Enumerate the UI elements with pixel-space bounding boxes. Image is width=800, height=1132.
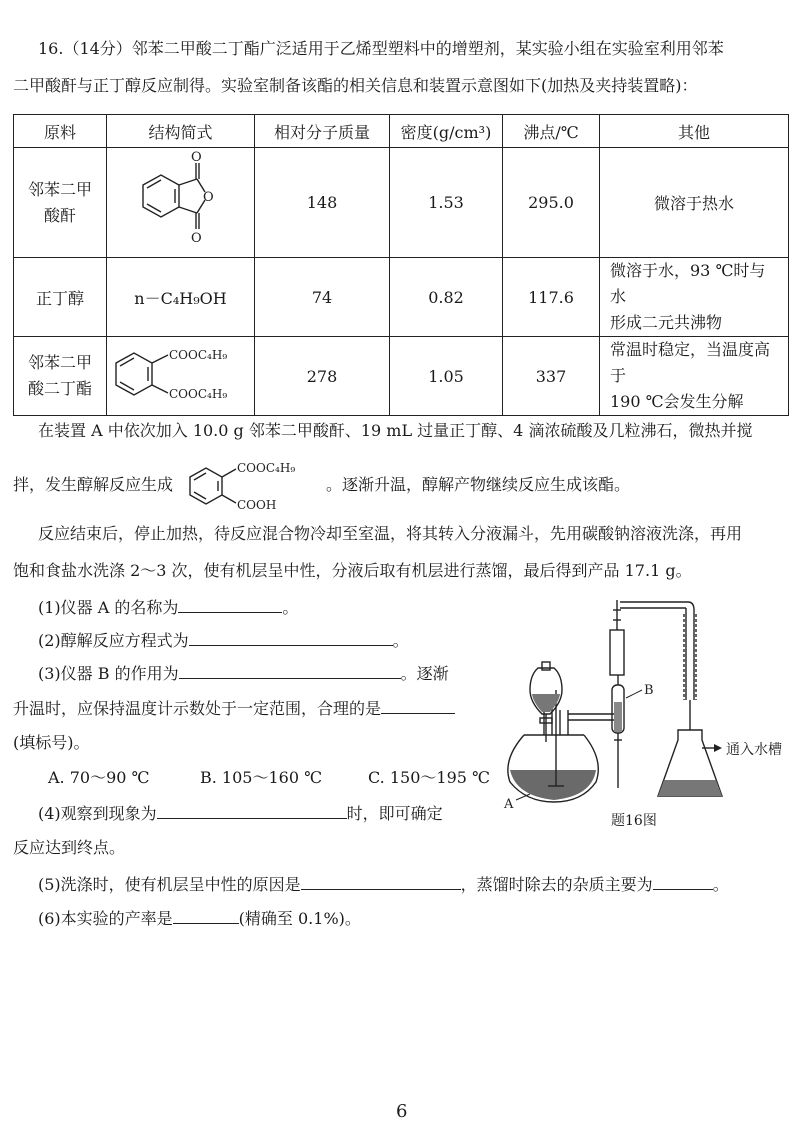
other-line: 形成二元共沸物 [610, 313, 723, 332]
table-header: 相对分子质量 [255, 115, 390, 148]
table-cell-name [14, 148, 107, 258]
figure-caption: 题16图 [611, 813, 657, 829]
q2-answer-blank[interactable] [189, 629, 393, 646]
q5-text: (5)洗涤时，使有机层呈中性的原因是 [38, 875, 301, 894]
table-cell: 278 [255, 337, 390, 416]
phthalic-anhydride-structure [111, 149, 251, 253]
table-cell-structure [107, 337, 255, 416]
name-line: 邻苯二甲 [27, 353, 92, 372]
table-row [14, 148, 789, 258]
q6 [38, 907, 361, 930]
other-line: 190 ℃会发生分解 [610, 392, 744, 411]
q3-answer-blank[interactable] [179, 662, 401, 679]
table-header: 结构简式 [107, 115, 255, 148]
arrow-right-icon [714, 744, 722, 752]
table-header: 沸点/℃ [503, 115, 600, 148]
q2-text: (2)醇解反应方程式为 [38, 631, 189, 650]
table-cell: 1.05 [390, 337, 503, 416]
table-cell-other [600, 258, 789, 337]
q5-impurity-blank[interactable] [653, 873, 713, 890]
table-cell-other [600, 337, 789, 416]
body-p2-line1: 反应结束后，停止加热，待反应混合物冷却至室温，将其转入分液漏斗，先用碳酸钠溶液洗涤，再用 [38, 524, 743, 543]
table-cell-formula: n－C₄H₉OH [107, 258, 255, 337]
property-table [13, 114, 789, 416]
table-row [14, 258, 789, 337]
option-b: B. 105～160 ℃ [200, 768, 322, 787]
name-line: 酸酐 [43, 205, 76, 225]
apparatus-diagram [496, 590, 792, 832]
oxygen-label-ring: O [202, 189, 214, 205]
table-cell-name: 正丁醇 [14, 258, 107, 337]
question-intro-line2: 二甲酸酐与正丁醇反应制得。实验室制备该酯的相关信息和装置示意图如下(加热及夹持装置略)： [13, 76, 698, 95]
table-cell: 295.0 [503, 148, 600, 258]
ester-group-label: COOC₄H₉ [168, 348, 227, 362]
other-line: 微溶于水，93 ℃时与水 [610, 261, 766, 306]
q1-text: (1)仪器 A 的名称为 [38, 598, 179, 617]
table-cell: 337 [503, 337, 600, 416]
option-a: A. 70～90 ℃ [48, 768, 150, 787]
label-a: A [504, 797, 514, 812]
other-line: 微溶于热水 [653, 194, 734, 213]
q1-end: 。 [282, 598, 299, 617]
body-p1-line1: 在装置 A 中依次加入 10.0 g 邻苯二甲酸酐、19 mL 过量正丁醇、4 滴浓硫酸及几粒沸石，微热并搅 [38, 421, 753, 440]
inline-struct-bottom-label: COOH [237, 498, 277, 512]
q5 [38, 873, 729, 896]
q6-text: (6)本实验的产率是 [38, 909, 173, 928]
q4-end: 时，即可确定 [346, 804, 443, 823]
table-cell: 148 [255, 148, 390, 258]
q1 [38, 596, 298, 619]
name-line: 酸二丁酯 [27, 379, 92, 398]
table-header: 密度(g/cm³) [390, 115, 503, 148]
q4 [38, 802, 443, 825]
q4-line2: 反应达到终点。 [13, 838, 126, 857]
name-line: 邻苯二甲 [27, 179, 92, 199]
q5-end: 。 [712, 875, 729, 894]
label-b: B [644, 683, 654, 698]
q4-text: (4)观察到现象为 [38, 804, 157, 823]
q2 [38, 629, 409, 652]
q3-line3: (填标号)。 [13, 733, 90, 752]
q4-answer-blank[interactable] [157, 802, 347, 819]
table-header: 其他 [600, 115, 789, 148]
alcoholysis-product-structure [184, 457, 324, 515]
ester-group-label: COOC₄H₉ [168, 387, 227, 401]
q3-end: 。逐渐 [400, 664, 449, 683]
table-cell-name [14, 337, 107, 416]
table-cell-structure [107, 148, 255, 258]
table-row [14, 337, 789, 416]
body-p1-line2-a: 拌，发生醇解反应生成 [13, 475, 174, 494]
q3 [38, 662, 449, 685]
q3-line2-text: 升温时，应保持温度计示数处于一定范围，合理的是 [13, 699, 382, 718]
q3-text: (3)仪器 B 的作用为 [38, 664, 179, 683]
q5-reason-blank[interactable] [301, 873, 461, 890]
q3-choice-blank[interactable] [381, 697, 455, 714]
question-intro-line1: 16.（14分）邻苯二甲酸二丁酯广泛适用于乙烯型塑料中的增塑剂，某实验小组在实验室利用邻苯 [38, 39, 724, 58]
q6-end: (精确至 0.1%)。 [238, 909, 361, 928]
q6-yield-blank[interactable] [173, 907, 239, 924]
dibutyl-phthalate-structure [108, 339, 254, 409]
oxygen-label-bottom: O [190, 230, 202, 246]
q2-end: 。 [392, 631, 409, 650]
table-cell: 1.53 [390, 148, 503, 258]
body-p2-line2: 饱和食盐水洗涤 2～3 次，使有机层呈中性，分液后取有机层进行蒸馏，最后得到产品 17.1 g。 [13, 561, 692, 580]
oxygen-label-top: O [190, 149, 202, 165]
option-c: C. 150～195 ℃ [368, 768, 490, 787]
table-header-row [14, 115, 789, 148]
q5-mid: ，蒸馏时除去的杂质主要为 [460, 875, 653, 894]
table-cell: 74 [255, 258, 390, 337]
other-line: 常温时稳定，当温度高于 [610, 340, 771, 385]
table-cell: 117.6 [503, 258, 600, 337]
body-p1-line2-b: 。逐渐升温，醇解产物继续反应生成该酯。 [326, 475, 631, 494]
table-cell-other [600, 148, 789, 258]
table-header: 原料 [14, 115, 107, 148]
q3-line2 [13, 697, 455, 720]
inline-struct-top-label: COOC₄H₉ [237, 461, 296, 475]
page-number: 6 [396, 1101, 408, 1122]
table-cell: 0.82 [390, 258, 503, 337]
water-tank-label: 通入水槽 [726, 742, 782, 758]
q1-answer-blank[interactable] [178, 596, 282, 613]
